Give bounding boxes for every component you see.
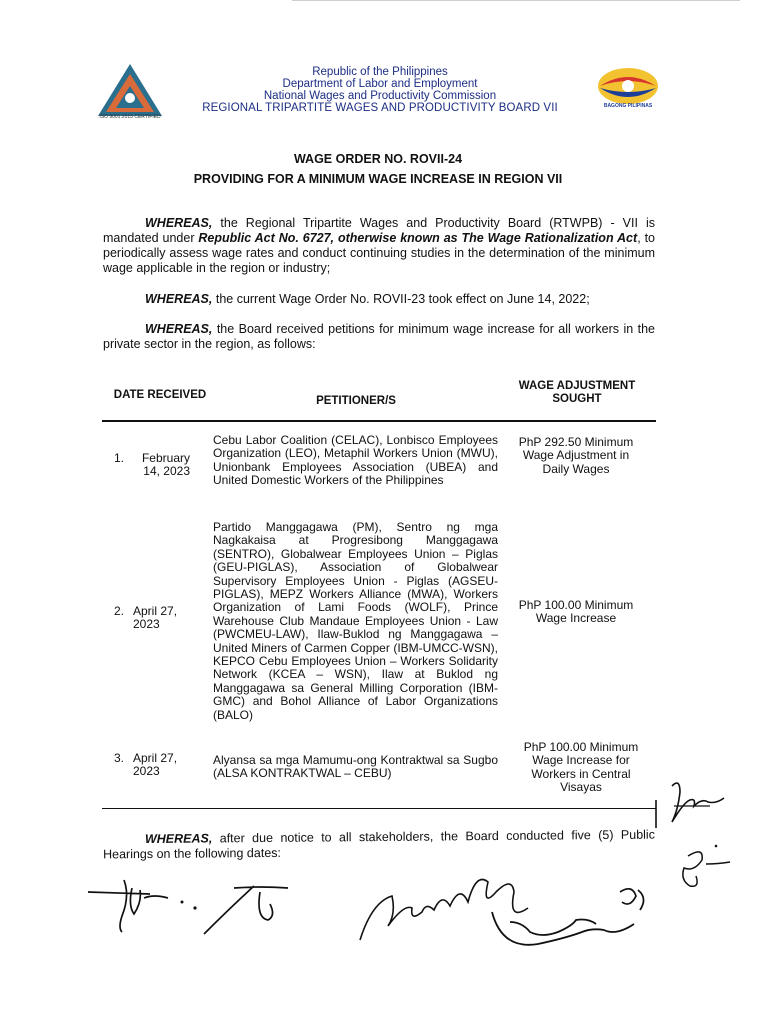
ra-6727-reference: Republic Act No. 6727, otherwise known as The Wage Rationalization Act xyxy=(198,231,638,245)
right-logo-caption: BAGONG PILIPINAS xyxy=(603,103,653,109)
row-2-date: April 27, 2023 xyxy=(133,604,178,632)
header-rule xyxy=(102,420,656,422)
header-department: Department of Labor and Employment xyxy=(282,78,478,90)
whereas-public-hearings: WHEREAS, after due notice to all stakeholders, the Board conducted five (5) Public Hearings on the following dates: xyxy=(103,827,655,862)
whereas-lead: WHEREAS, xyxy=(145,216,213,230)
row-3-date: April 27, 2023 xyxy=(133,751,178,779)
wage-order-subtitle: PROVIDING FOR A MINIMUM WAGE INCREASE IN REGION VII xyxy=(193,172,563,186)
row-1-date: February 14, 2023 xyxy=(141,451,190,479)
signature-margin-2 xyxy=(670,842,740,892)
row-2-wage-sought: PhP 100.00 Minimum Wage Increase xyxy=(518,598,634,626)
sun-flag-logo-icon xyxy=(596,66,660,106)
signature-margin-1 xyxy=(650,776,730,836)
top-scan-line xyxy=(292,0,740,1)
header-wage-sought: WAGE ADJUSTMENT SOUGHT xyxy=(518,380,636,405)
row-2-petitioners: Partido Manggagawa (PM), Sentro ng mga Nagkakaisa at Progresibong Manggagawa (SENTRO), Globalwear Employees Union – Piglas (GEU-PIGLAS), Association of Globalwear Supervisory Employees Union - Piglas (AGSEU-PIGLAS), MEPZ Workers Alliance (MWA), Workers Organization of Lami Foods (WOLF), Prince Warehouse Club Mandaue Employees Union - Law (PWCMEU-LAW), Ilaw-Buklod ng Manggagawa – United Miners of Carmen Copper (IBM-UMCC-WSN), KEPCO Cebu Employees Union – Workers Solidarity Network (KCEA – WSN), Ilaw at Buklod ng Manggagawa sa General Milling Corporation (IBM-GMC) and Bohol Alliance of Labor Organizations (BALO) xyxy=(213,520,498,722)
header-date-received: DATE RECEIVED xyxy=(113,389,207,401)
row-1-wage-sought: PhP 292.50 Minimum Wage Adjustment in Daily Wages xyxy=(518,435,634,476)
wage-order-number: WAGE ORDER NO. ROVII-24 xyxy=(293,152,463,166)
header-petitioners: PETITIONER/S xyxy=(316,395,396,407)
signature-3 xyxy=(352,862,652,954)
whereas-mandate: WHEREAS, the Regional Tripartite Wages and Productivity Board (RTWPB) - VII is mandated under Republic Act No. 6727, otherwise known as The Wage Rationalization Act, to periodically assess wage rates and conduct continuing studies in the determination of the minimum wage applicable in the region or industry; xyxy=(103,216,656,275)
row-1-number: 1. xyxy=(113,451,124,465)
whereas-current-order: WHEREAS, the current Wage Order No. ROVII-23 took effect on June 14, 2022; xyxy=(145,292,590,306)
signature-1 xyxy=(84,876,184,936)
row-1-petitioners: Cebu Labor Coalition (CELAC), Lonbisco Employees Organization (LEO), Metaphil Workers Union (MWU), Unionbank Employees Association (UBEA) and United Domestic Workers of the Philippines xyxy=(213,433,498,488)
table-bottom-rule xyxy=(102,808,656,809)
triangle-logo-icon xyxy=(98,64,162,116)
signature-2 xyxy=(190,878,300,938)
iso-caption: ISO 9001:2015 CERTIFIED xyxy=(99,114,161,120)
row-3-petitioners: Alyansa sa mga Mamumu-ong Kontraktwal sa Sugbo (ALSA KONTRAKTWAL – CEBU) xyxy=(213,753,498,781)
bagong-pilipinas-logo xyxy=(596,66,660,112)
row-2-number: 2. xyxy=(113,604,124,618)
header-commission: National Wages and Productivity Commission xyxy=(263,90,497,102)
whereas-petitions: WHEREAS, the Board received petitions for minimum wage increase for all workers in the private sector in the region, as follows: xyxy=(103,322,655,351)
header-board: REGIONAL TRIPARTITE WAGES AND PRODUCTIVITY BOARD VII xyxy=(202,102,558,114)
header-republic: Republic of the Philippines xyxy=(312,66,448,78)
dole-logo xyxy=(98,64,162,122)
row-3-wage-sought: PhP 100.00 Minimum Wage Increase for Workers in Central Visayas xyxy=(523,740,639,795)
row-3-number: 3. xyxy=(113,751,124,765)
